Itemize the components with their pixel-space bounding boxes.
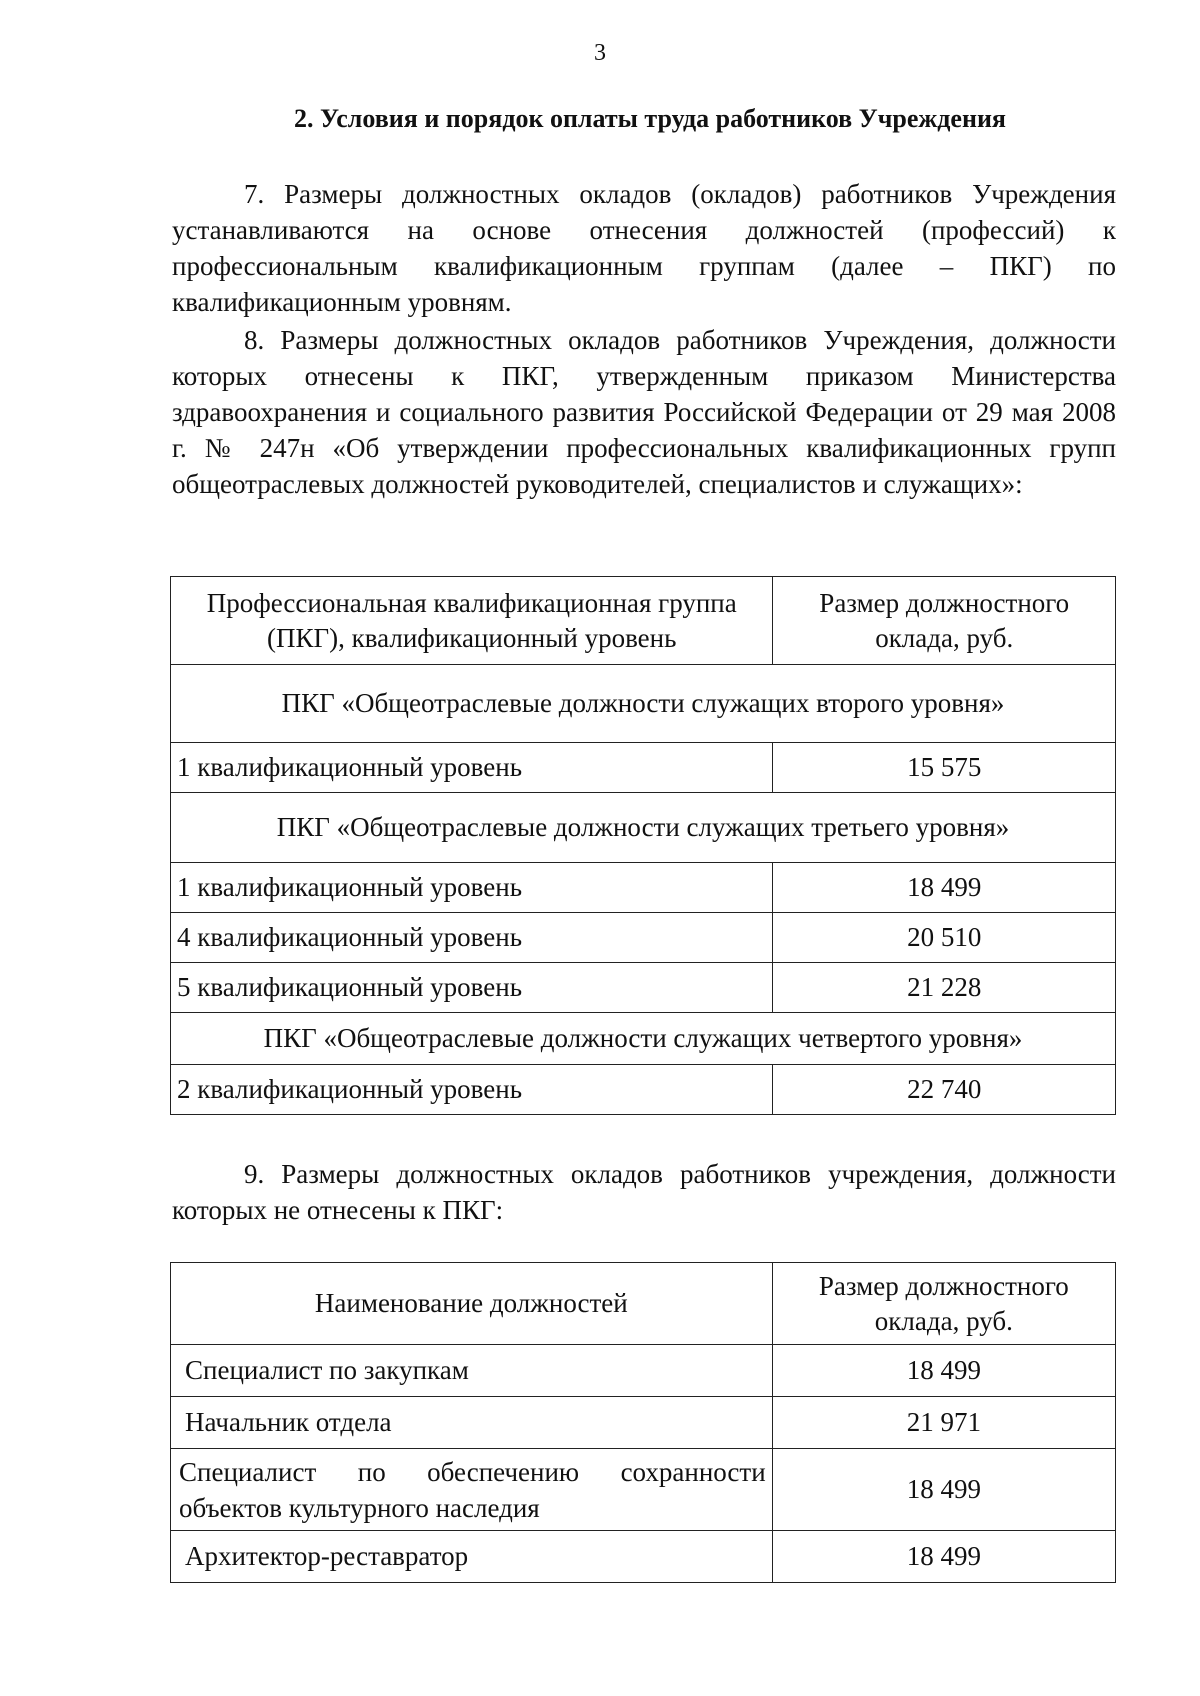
group-title-cell: ПКГ «Общеотраслевые должности служащих четвертого уровня»	[171, 1013, 1116, 1065]
header-group-cell: Профессиональная квалификационная группа (ПКГ), квалификационный уровень	[171, 577, 773, 665]
group-title-cell: ПКГ «Общеотраслевые должности служащих третьего уровня»	[171, 793, 1116, 863]
header-salary-cell: Размер должностного оклада, руб.	[772, 1263, 1115, 1345]
group-row	[171, 1013, 1116, 1065]
level-cell: 2 квалификационный уровень	[171, 1065, 773, 1115]
table-row	[171, 1531, 1116, 1583]
table-row	[171, 1397, 1116, 1449]
level-cell: 5 квалификационный уровень	[171, 963, 773, 1013]
paragraph-8: 8. Размеры должностных окладов работников Учреждения, должности которых отнесены к ПКГ, утвержденным приказом Министерства здравоохранения и социального развития Российской Федерации от 29 мая 2008 г. № 247н «Об утверждении профессиональных квалификационных групп общеотраслевых должностей руководителей, специалистов и служащих»:	[172, 325, 1116, 499]
salary-cell: 18 499	[772, 1531, 1115, 1583]
paragraph-9: 9. Размеры должностных окладов работников учреждения, должности которых не отнесены к ПКГ:	[172, 1159, 1116, 1225]
table-row	[171, 963, 1116, 1013]
group-row	[171, 793, 1116, 863]
salary-cell: 22 740	[773, 1065, 1116, 1115]
table-row	[171, 1449, 1116, 1531]
salary-cell: 21 971	[772, 1397, 1115, 1449]
salary-cell: 18 499	[773, 863, 1116, 913]
salary-cell: 21 228	[773, 963, 1116, 1013]
group-title-cell: ПКГ «Общеотраслевые должности служащих второго уровня»	[171, 665, 1116, 743]
header-salary-cell: Размер должностного оклада, руб.	[773, 577, 1116, 665]
pkg-salary-table	[170, 576, 1116, 1115]
table-row	[171, 913, 1116, 963]
salary-cell: 15 575	[773, 743, 1116, 793]
table-row	[171, 743, 1116, 793]
salary-cell: 20 510	[773, 913, 1116, 963]
salary-cell: 18 499	[772, 1345, 1115, 1397]
level-cell: 1 квалификационный уровень	[171, 743, 773, 793]
position-cell: Начальник отдела	[171, 1397, 773, 1449]
table-row	[171, 863, 1116, 913]
table-row	[171, 1345, 1116, 1397]
table-header-row	[171, 1263, 1116, 1345]
header-position-cell: Наименование должностей	[171, 1263, 773, 1345]
paragraph-7: 7. Размеры должностных окладов (окладов) работников Учреждения устанавливаются на основе отнесения должностей (профессий) к профессиональным квалификационным группам (далее – ПКГ) по квалификационным уровням.	[172, 179, 1116, 317]
position-cell: Специалист по закупкам	[171, 1345, 773, 1397]
position-cell: Архитектор-реставратор	[171, 1531, 773, 1583]
table-row	[171, 1065, 1116, 1115]
table-header-row	[171, 577, 1116, 665]
section-title: 2. Условия и порядок оплаты труда работников Учреждения	[293, 104, 1006, 133]
page-number: 3	[594, 40, 606, 66]
salary-cell: 18 499	[772, 1449, 1115, 1531]
non-pkg-salary-table	[170, 1262, 1116, 1583]
group-row	[171, 665, 1116, 743]
level-cell: 4 квалификационный уровень	[171, 913, 773, 963]
position-cell: Специалист по обеспечению сохранности объектов культурного наследия	[171, 1449, 773, 1531]
level-cell: 1 квалификационный уровень	[171, 863, 773, 913]
